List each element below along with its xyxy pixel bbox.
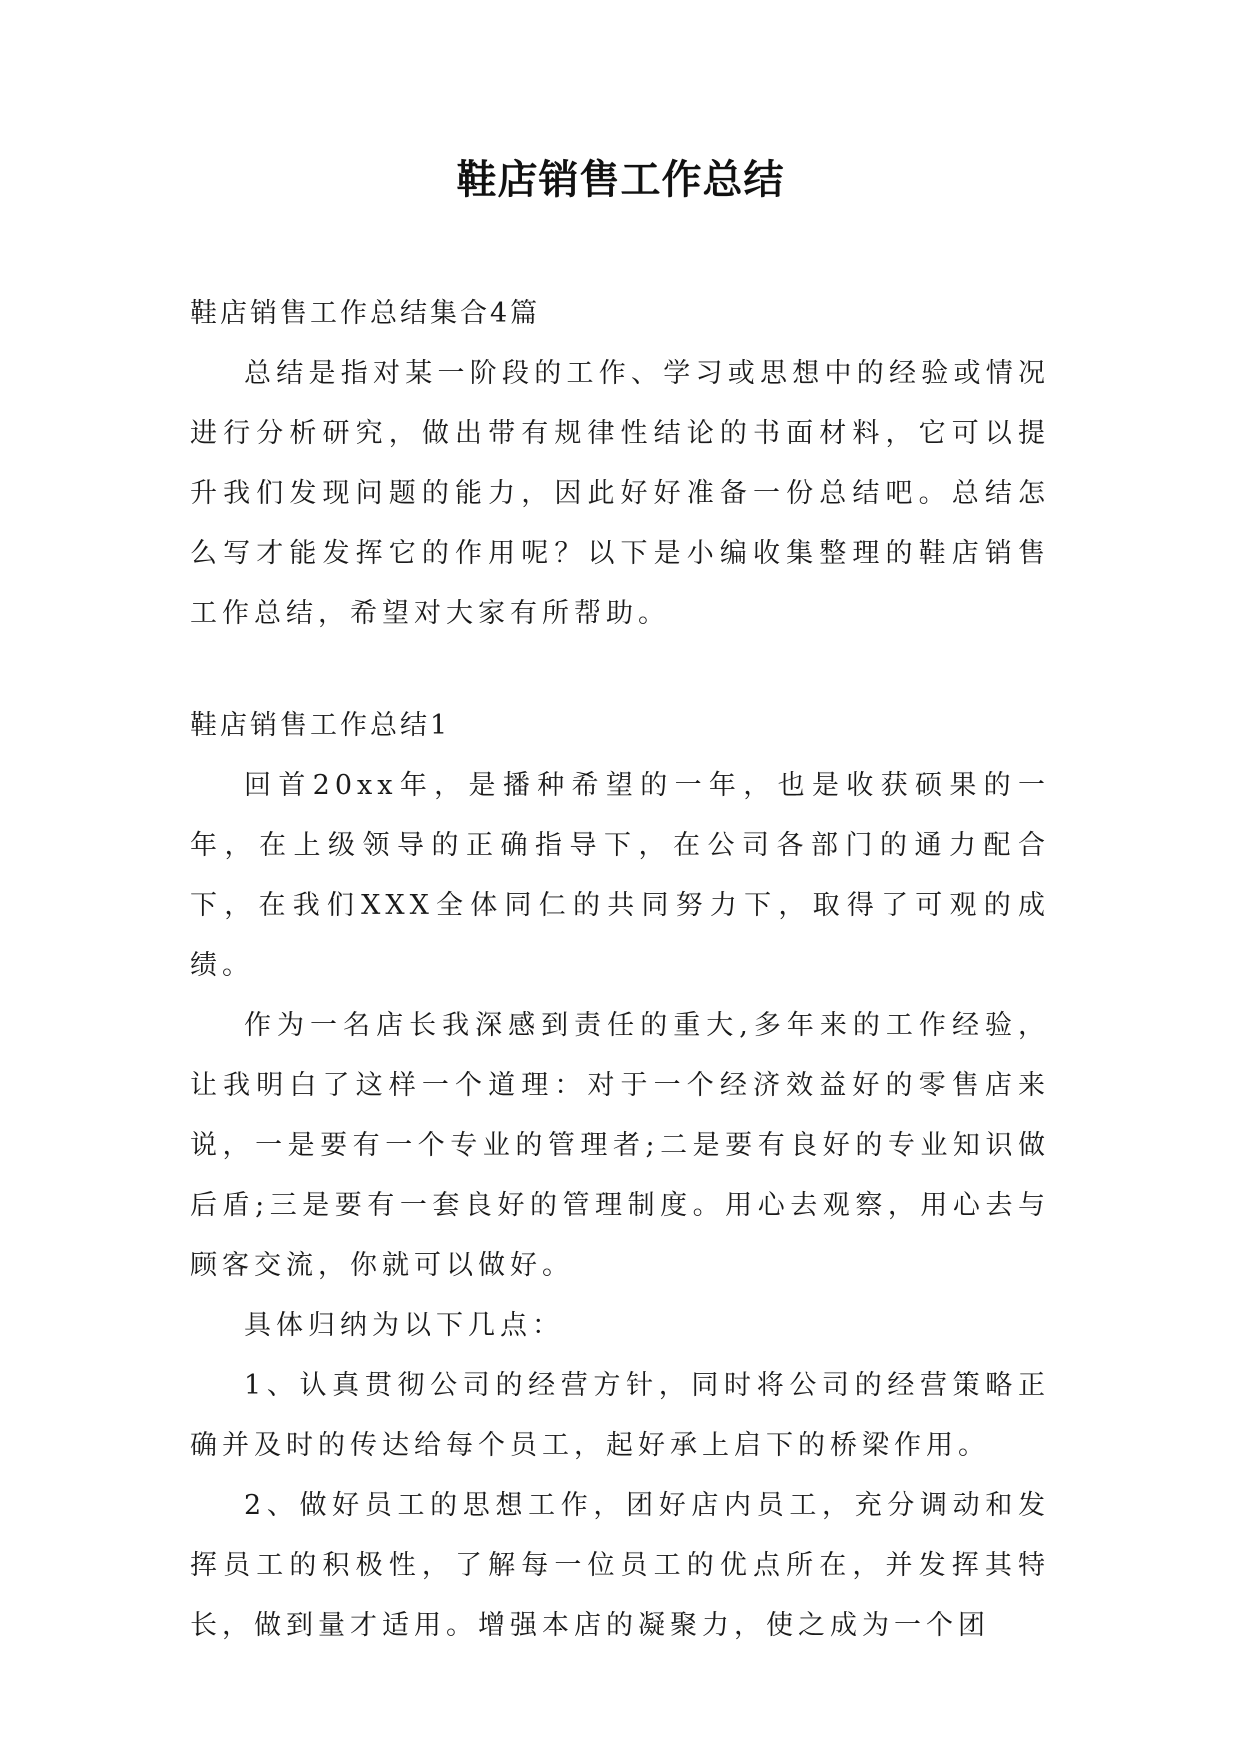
section-1-heading: 鞋店销售工作总结1: [190, 710, 451, 741]
section-1-paragraph-3: 具体归纳为以下几点：: [244, 1310, 564, 1341]
section-spacer: [190, 644, 1050, 696]
intro-heading: 鞋店销售工作总结集合4篇: [190, 298, 541, 329]
intro-paragraph: 总结是指对某一阶段的工作、学习或思想中的经验或情况进行分析研究，做出带有规律性结论的书面材料，它可以提升我们发现问题的能力，因此好好准备一份总结吧。总结怎么写才能发挥它的作用呢？以下是小编收集整理的鞋店销售工作总结，希望对大家有所帮助。: [190, 358, 1050, 629]
section-1-paragraph-4: 1、认真贯彻公司的经营方针，同时将公司的经营策略正确并及时的传达给每个员工，起好承上启下的桥梁作用。: [190, 1370, 1050, 1461]
section-1-paragraph-2: 作为一名店长我深感到责任的重大,多年来的工作经验，让我明白了这样一个道理：对于一个经济效益好的零售店来说，一是要有一个专业的管理者;二是要有良好的专业知识做后盾;三是要有一套良好的管理制度。用心去观察，用心去与顾客交流，你就可以做好。: [190, 1010, 1050, 1281]
section-1-paragraph-5: 2、做好员工的思想工作，团好店内员工，充分调动和发挥员工的积极性，了解每一位员工的优点所在，并发挥其特长，做到量才适用。增强本店的凝聚力，使之成为一个团: [190, 1490, 1050, 1641]
section-1-paragraph-1: 回首20xx年，是播种希望的一年，也是收获硕果的一年，在上级领导的正确指导下，在公司各部门的通力配合下，在我们XXX全体同仁的共同努力下，取得了可观的成绩。: [190, 770, 1050, 981]
document-title: 鞋店销售工作总结: [456, 156, 785, 203]
document-body: [190, 284, 1050, 1656]
